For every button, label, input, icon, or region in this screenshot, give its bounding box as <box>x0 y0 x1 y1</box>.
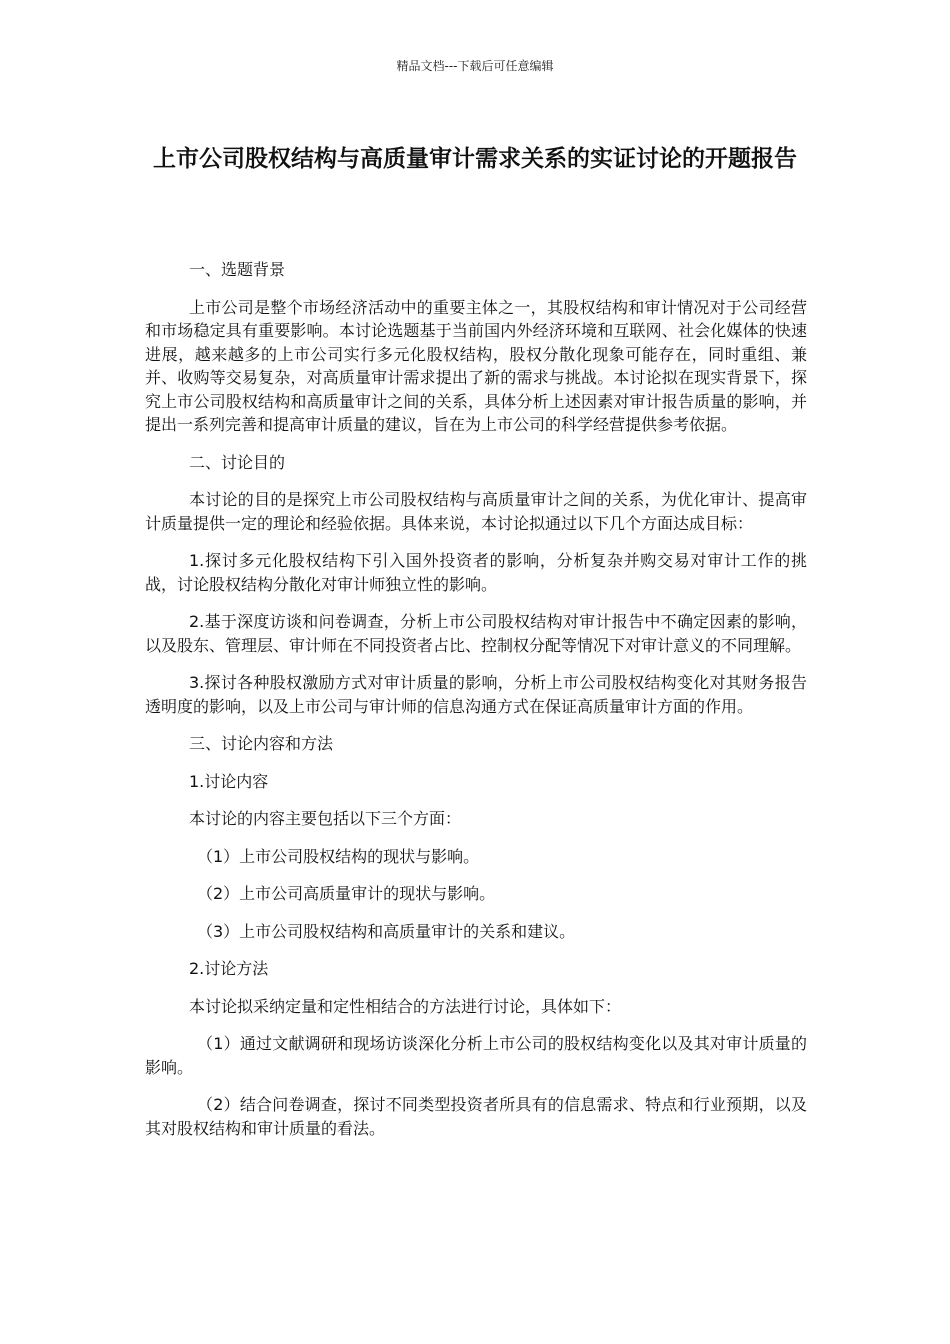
list-item-content-3: （3）上市公司股权结构和高质量审计的关系和建议。 <box>197 921 576 941</box>
section-heading-content-method: 三、讨论内容和方法 <box>189 734 334 753</box>
subheading-content: 1.讨论内容 <box>189 771 269 791</box>
list-item-content-1: （1）上市公司股权结构的现状与影响。 <box>197 846 480 866</box>
document-title: 上市公司股权结构与高质量审计需求关系的实证讨论的开题报告 <box>153 146 797 172</box>
paragraph-method-intro: 本讨论拟采纳定量和定性相结合的方法进行讨论，具体如下： <box>189 996 622 1016</box>
section-heading-background: 一、选题背景 <box>189 260 286 279</box>
list-item-purpose-1: 1.探讨多元化股权结构下引入国外投资者的影响，分析复杂并购交易对审计工作的挑战，讨论股权结构分散化对审计师独立性的影响。 <box>145 551 807 594</box>
header-note: 精品文档---下载后可任意编辑 <box>396 59 554 73</box>
list-item-method-2: （2）结合问卷调查，探讨不同类型投资者所具有的信息需求、特点和行业预期，以及其对股权结构和审计质量的看法。 <box>145 1095 807 1138</box>
document-body <box>145 258 807 1154</box>
subheading-method: 2.讨论方法 <box>189 959 269 978</box>
paragraph-purpose: 本讨论的目的是探究上市公司股权结构与高质量审计之间的关系，为优化审计、提高审计质量提供一定的理论和经验依据。具体来说，本讨论拟通过以下几个方面达成目标： <box>145 490 807 533</box>
paragraph-background: 上市公司是整个市场经济活动中的重要主体之一，其股权结构和审计情况对于公司经营和市场稳定具有重要影响。本讨论选题基于当前国内外经济环境和互联网、社会化媒体的快速进展，越来越多的上市公司实行多元化股权结构，股权分散化现象可能存在，同时重组、兼并、收购等交易复杂，对高质量审计需求提出了新的需求与挑战。本讨论拟在现实背景下，探究上市公司股权结构和高质量审计之间的关系，具体分析上述因素对审计报告质量的影响，并提出一系列完善和提高审计质量的建议，旨在为上市公司的科学经营提供参考依据。 <box>145 297 807 434</box>
list-item-purpose-3: 3.探讨各种股权激励方式对审计质量的影响，分析上市公司股权结构变化对其财务报告透明度的影响，以及上市公司与审计师的信息沟通方式在保证高质量审计方面的作用。 <box>145 673 807 716</box>
paragraph-content-intro: 本讨论的内容主要包括以下三个方面： <box>189 809 462 828</box>
section-heading-purpose: 二、讨论目的 <box>189 452 286 472</box>
list-item-method-1: （1）通过文献调研和现场访谈深化分析上市公司的股权结构变化以及其对审计质量的影响。 <box>145 1034 807 1077</box>
list-item-content-2: （2）上市公司高质量审计的现状与影响。 <box>197 884 496 903</box>
list-item-purpose-2: 2.基于深度访谈和问卷调查，分析上市公司股权结构对审计报告中不确定因素的影响，以及股东、管理层、审计师在不同投资者占比、控制权分配等情况下对审计意义的不同理解。 <box>145 612 807 655</box>
